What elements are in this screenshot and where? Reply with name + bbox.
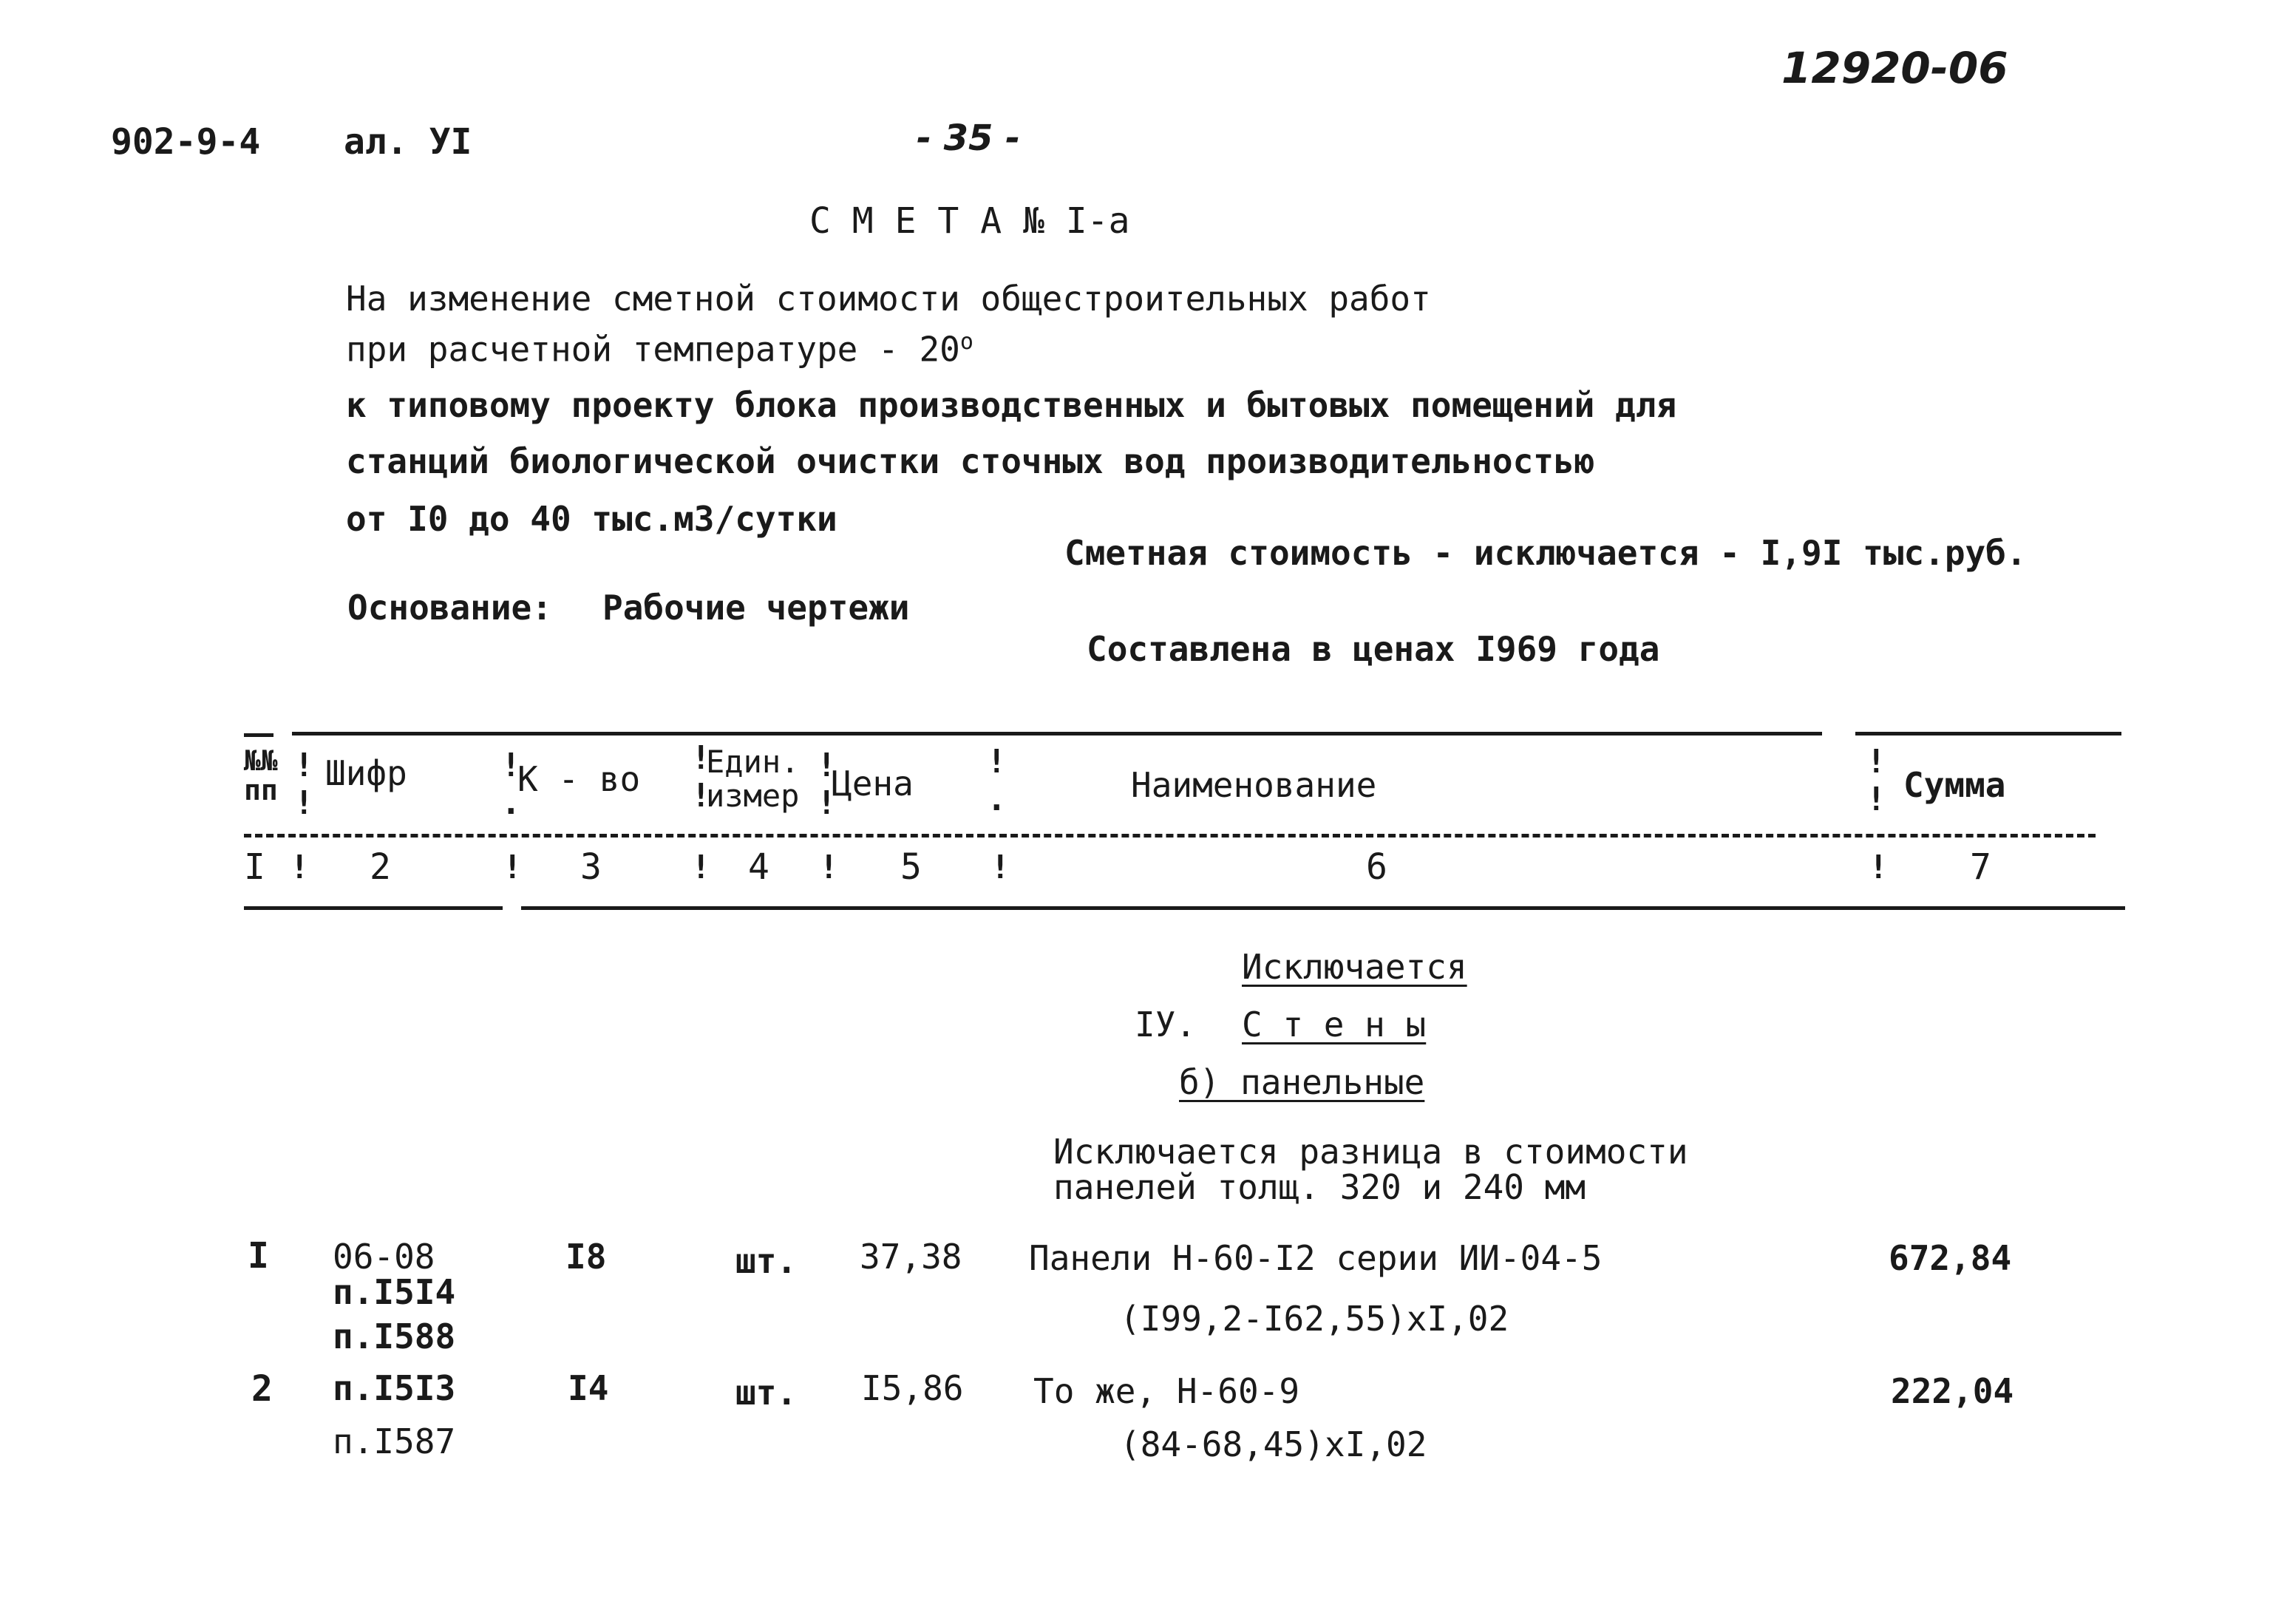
row-2-code-1: п.I5I3 xyxy=(333,1368,456,1408)
section-note-line-2: панелей толщ. 320 и 240 мм xyxy=(1053,1167,1586,1207)
col-header-price: Цена xyxy=(832,764,914,803)
row-2-code-2: п.I587 xyxy=(333,1421,456,1461)
row-2-formula: (84-68,45)хI,02 xyxy=(1120,1424,1427,1464)
row-1-code-3: п.I588 xyxy=(333,1316,456,1356)
header-dashed-rule xyxy=(244,834,2096,838)
col-separator: ! ! xyxy=(294,747,314,822)
row-1-formula: (I99,2-I62,55)хI,02 xyxy=(1120,1299,1509,1339)
col-header-unit-bottom: измер xyxy=(706,778,800,815)
col-number-4: 4 xyxy=(748,846,769,888)
description-line-2 xyxy=(346,330,973,369)
prices-note: Составлена в ценах I969 года xyxy=(1087,629,1660,669)
col-header-num xyxy=(244,744,278,806)
table-header-bottom-rule xyxy=(521,906,2125,910)
row-1-qty: I8 xyxy=(565,1237,607,1277)
col-header-code: Шифр xyxy=(325,753,407,793)
col-number-6: 6 xyxy=(1366,846,1387,888)
table-header-bottom-rule-left xyxy=(244,906,503,910)
col-header-unit xyxy=(706,745,799,813)
row-1-unit: шт. xyxy=(735,1241,798,1281)
row-1-code-1: 06-08 xyxy=(333,1237,435,1277)
col-separator: ! xyxy=(691,849,711,886)
part-number: IУ. xyxy=(1135,1005,1197,1044)
table-top-rule xyxy=(292,732,1822,735)
col-separator: ! . xyxy=(987,743,1007,818)
estimated-cost: Сметная стоимость - исключается - I,9I тыс.руб. xyxy=(1064,533,2027,573)
row-1-sum: 672,84 xyxy=(1889,1238,2012,1278)
section-note-line-1: Исключается разница в стоимости xyxy=(1053,1132,1688,1172)
row-1-code-2: п.I5I4 xyxy=(333,1272,456,1312)
col-number-5: 5 xyxy=(900,846,922,888)
part-title: С т е н ы xyxy=(1242,1005,1427,1044)
col-separator: ! xyxy=(819,849,839,886)
basis-label: Основание: xyxy=(347,588,552,628)
basis-value: Рабочие чертежи xyxy=(602,588,910,628)
col-header-num-top: №№ xyxy=(244,744,278,777)
row-2-unit: шт. xyxy=(735,1373,798,1413)
row-2-qty: I4 xyxy=(568,1368,609,1408)
col-header-unit-top: Един. xyxy=(706,744,800,780)
col-header-name: Наименование xyxy=(1131,765,1377,805)
row-1-price: 37,38 xyxy=(860,1237,962,1277)
col-number-3: 3 xyxy=(580,846,602,888)
row-1-name: Панели Н-60-I2 серии ИИ-04-5 xyxy=(1029,1238,1603,1278)
col-number-2: 2 xyxy=(370,846,391,888)
col-header-num-bottom: пп xyxy=(244,773,278,806)
col-separator: ! ! xyxy=(817,747,837,822)
col-separator: ! ! xyxy=(691,739,711,815)
archive-number: 12920-06 xyxy=(1781,43,2008,93)
col-separator: ! xyxy=(1869,849,1889,886)
col-header-qty: К - во xyxy=(517,759,641,799)
album-label: ал. УI xyxy=(344,121,472,163)
description-line-3: к типовому проекту блока производственных и бытовых помещений для xyxy=(346,385,1677,425)
project-code: 902-9-4 xyxy=(111,121,261,163)
row-2-price: I5,86 xyxy=(861,1368,964,1408)
row-2-name: То же, Н-60-9 xyxy=(1033,1371,1300,1411)
col-number-1: I xyxy=(244,846,265,888)
row-1-num: I xyxy=(248,1235,269,1277)
col-header-sum: Сумма xyxy=(1903,765,2006,805)
subpart-title: б) панельные xyxy=(1179,1062,1425,1102)
col-separator: ! ! xyxy=(1866,743,1886,818)
degree-sign: o xyxy=(959,329,973,355)
page-number: - 35 - xyxy=(917,118,1021,159)
description-line-4: станций биологической очистки сточных вод производительностью xyxy=(346,441,1595,481)
row-2-sum: 222,04 xyxy=(1891,1371,2014,1411)
col-number-7: 7 xyxy=(1970,846,1991,888)
description-line-2-text: при расчетной температуре - 20 xyxy=(346,329,960,370)
document-title: С М Е Т А № I-а xyxy=(809,200,1130,242)
row-2-num: 2 xyxy=(251,1368,273,1410)
col-separator: ! . xyxy=(501,747,521,822)
table-top-rule-end xyxy=(1855,732,2121,735)
section-heading: Исключается xyxy=(1242,947,1467,987)
col-separator: ! xyxy=(990,849,1010,886)
col-separator: ! xyxy=(290,849,310,886)
col-separator: ! xyxy=(503,849,523,886)
description-line-5: от I0 до 40 тыс.м3/сутки xyxy=(346,499,837,539)
description-line-1: На изменение сметной стоимости общестроительных работ xyxy=(346,279,1431,319)
table-top-rule-start xyxy=(244,733,273,737)
